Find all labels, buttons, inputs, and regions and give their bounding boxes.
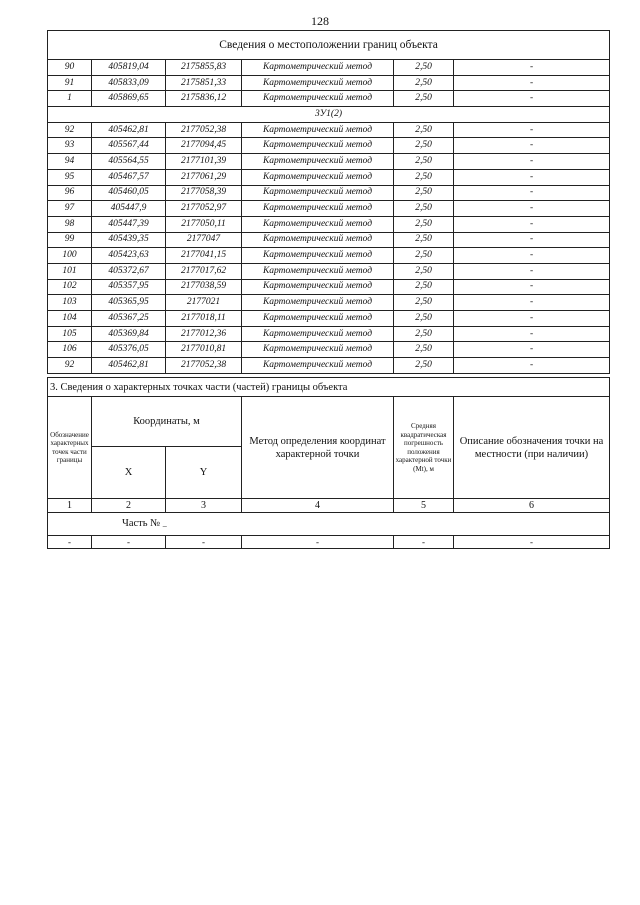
mt-error-header: Средняя квадратическая погрешность положения характерной точки (Мt), м — [394, 397, 454, 499]
empty-cell: - — [48, 536, 92, 549]
page-number: 128 — [311, 14, 329, 28]
description: - — [454, 122, 610, 138]
mt-error: 2,50 — [394, 138, 454, 154]
description-header: Описание обозначения точки на местности (при наличии) — [454, 397, 610, 499]
description: - — [454, 154, 610, 170]
coord-x: 405819,04 — [92, 60, 166, 76]
coord-y: 2175851,33 — [166, 75, 242, 91]
description: - — [454, 263, 610, 279]
point-number: 104 — [48, 311, 92, 327]
coord-x: 405869,65 — [92, 91, 166, 107]
empty-cell: - — [92, 536, 166, 549]
point-number: 100 — [48, 248, 92, 264]
method: Картометрический метод — [242, 138, 394, 154]
method: Картометрический метод — [242, 122, 394, 138]
point-number: 103 — [48, 295, 92, 311]
coord-y: 2177058,39 — [166, 185, 242, 201]
point-number: 95 — [48, 169, 92, 185]
table-row — [48, 122, 610, 138]
coord-x: 405367,25 — [92, 311, 166, 327]
method: Картометрический метод — [242, 311, 394, 327]
coord-x: 405462,81 — [92, 122, 166, 138]
point-number: 105 — [48, 326, 92, 342]
mt-error: 2,50 — [394, 263, 454, 279]
mt-error: 2,50 — [394, 60, 454, 76]
description: - — [454, 60, 610, 76]
coord-y: 2175855,83 — [166, 60, 242, 76]
table-row — [48, 75, 610, 91]
coord-x: 405372,67 — [92, 263, 166, 279]
point-number: 92 — [48, 122, 92, 138]
section-title: Сведения о местоположении границ объекта — [48, 31, 610, 60]
coord-y: 2177050,11 — [166, 216, 242, 232]
description: - — [454, 216, 610, 232]
coord-x: 405365,95 — [92, 295, 166, 311]
coord-y: 2177061,29 — [166, 169, 242, 185]
section3-title: 3. Сведения о характерных точках части (частей) границы объекта — [48, 378, 610, 397]
mt-error: 2,50 — [394, 279, 454, 295]
coord-x: 405460,05 — [92, 185, 166, 201]
table-row — [48, 342, 610, 358]
coord-x: 405462,81 — [92, 358, 166, 374]
coordinates-header: Координаты, м — [92, 397, 242, 447]
coord-x: 405467,57 — [92, 169, 166, 185]
table-row — [48, 216, 610, 232]
table-row — [48, 169, 610, 185]
method: Картометрический метод — [242, 358, 394, 374]
point-number: 94 — [48, 154, 92, 170]
empty-cell: - — [394, 536, 454, 549]
coord-x: 405564,55 — [92, 154, 166, 170]
description: - — [454, 75, 610, 91]
description: - — [454, 295, 610, 311]
point-number: 93 — [48, 138, 92, 154]
coord-y: 2177047 — [166, 232, 242, 248]
table-row — [48, 232, 610, 248]
col-number: 4 — [242, 499, 394, 513]
coord-y: 2177094,45 — [166, 138, 242, 154]
column-numbers-row — [48, 499, 610, 513]
coord-x: 405439,35 — [92, 232, 166, 248]
table-row — [48, 138, 610, 154]
method: Картометрический метод — [242, 216, 394, 232]
col-number: 3 — [166, 499, 242, 513]
coord-y: 2177052,38 — [166, 122, 242, 138]
empty-row — [48, 536, 610, 549]
description: - — [454, 185, 610, 201]
description: - — [454, 248, 610, 264]
mt-error: 2,50 — [394, 201, 454, 217]
table-row — [48, 358, 610, 374]
mt-error: 2,50 — [394, 295, 454, 311]
section3-title-row — [48, 378, 610, 397]
coord-y: 2177052,38 — [166, 358, 242, 374]
mt-error: 2,50 — [394, 122, 454, 138]
coord-y: 2177052,97 — [166, 201, 242, 217]
col-point-designation-header: Обозначение характерных точек части границы — [48, 397, 92, 499]
mt-error: 2,50 — [394, 154, 454, 170]
coord-x: 405369,84 — [92, 326, 166, 342]
table-row — [48, 279, 610, 295]
method: Картометрический метод — [242, 248, 394, 264]
method: Картометрический метод — [242, 75, 394, 91]
method: Картометрический метод — [242, 169, 394, 185]
y-header: Y — [166, 447, 242, 499]
table-row — [48, 248, 610, 264]
point-number: 1 — [48, 91, 92, 107]
empty-cell: - — [166, 536, 242, 549]
method: Картометрический метод — [242, 279, 394, 295]
mt-error: 2,50 — [394, 232, 454, 248]
description: - — [454, 358, 610, 374]
mt-error: 2,50 — [394, 358, 454, 374]
point-number: 92 — [48, 358, 92, 374]
coord-y: 2177041,15 — [166, 248, 242, 264]
part-number: – — [162, 521, 167, 530]
point-number: 99 — [48, 232, 92, 248]
table-row — [48, 326, 610, 342]
coord-x: 405567,44 — [92, 138, 166, 154]
point-number: 90 — [48, 60, 92, 76]
description: - — [454, 311, 610, 327]
coord-y: 2175836,12 — [166, 91, 242, 107]
description: - — [454, 279, 610, 295]
coord-y: 2177018,11 — [166, 311, 242, 327]
subsection-row — [48, 107, 610, 123]
part-label: Часть № — [122, 518, 163, 529]
table-title-row — [48, 31, 610, 60]
mt-error: 2,50 — [394, 216, 454, 232]
description: - — [454, 91, 610, 107]
mt-error: 2,50 — [394, 342, 454, 358]
coord-x: 405833,09 — [92, 75, 166, 91]
mt-error: 2,50 — [394, 311, 454, 327]
mt-error: 2,50 — [394, 326, 454, 342]
description: - — [454, 326, 610, 342]
col-number: 1 — [48, 499, 92, 513]
header-row-1 — [48, 397, 610, 447]
method: Картометрический метод — [242, 185, 394, 201]
method: Картометрический метод — [242, 154, 394, 170]
coord-x: 405447,39 — [92, 216, 166, 232]
coord-x: 405447,9 — [92, 201, 166, 217]
part-label-cell — [48, 513, 610, 536]
point-number: 101 — [48, 263, 92, 279]
table-row — [48, 311, 610, 327]
description: - — [454, 342, 610, 358]
point-number: 96 — [48, 185, 92, 201]
coord-y: 2177012,36 — [166, 326, 242, 342]
method: Картометрический метод — [242, 326, 394, 342]
description: - — [454, 138, 610, 154]
mt-error: 2,50 — [394, 248, 454, 264]
coord-y: 2177021 — [166, 295, 242, 311]
mt-error: 2,50 — [394, 169, 454, 185]
point-number: 91 — [48, 75, 92, 91]
point-number: 102 — [48, 279, 92, 295]
coord-y: 2177101,39 — [166, 154, 242, 170]
method: Картометрический метод — [242, 201, 394, 217]
subsection-label: 3У1(2) — [48, 107, 610, 123]
mt-error: 2,50 — [394, 75, 454, 91]
table-row — [48, 201, 610, 217]
description: - — [454, 201, 610, 217]
method: Картометрический метод — [242, 91, 394, 107]
point-number: 97 — [48, 201, 92, 217]
coord-x: 405423,63 — [92, 248, 166, 264]
part-points-table — [47, 377, 610, 549]
table-row — [48, 91, 610, 107]
col-number: 6 — [454, 499, 610, 513]
boundary-coordinates-table — [47, 30, 610, 374]
x-header: X — [92, 447, 166, 499]
empty-cell: - — [242, 536, 394, 549]
table-row — [48, 154, 610, 170]
method: Картометрический метод — [242, 60, 394, 76]
table-row — [48, 60, 610, 76]
coord-y: 2177010,81 — [166, 342, 242, 358]
col-number: 2 — [92, 499, 166, 513]
description: - — [454, 169, 610, 185]
method: Картометрический метод — [242, 295, 394, 311]
part-row — [48, 513, 610, 536]
description: - — [454, 232, 610, 248]
table-row — [48, 263, 610, 279]
coord-y: 2177038,59 — [166, 279, 242, 295]
method: Картометрический метод — [242, 263, 394, 279]
coord-y: 2177017,62 — [166, 263, 242, 279]
empty-cell: - — [454, 536, 610, 549]
point-number: 106 — [48, 342, 92, 358]
mt-error: 2,50 — [394, 91, 454, 107]
point-number: 98 — [48, 216, 92, 232]
coord-x: 405357,95 — [92, 279, 166, 295]
col-number: 5 — [394, 499, 454, 513]
method: Картометрический метод — [242, 232, 394, 248]
table-row — [48, 295, 610, 311]
mt-error: 2,50 — [394, 185, 454, 201]
method-header: Метод определения координат характерной точки — [242, 397, 394, 499]
method: Картометрический метод — [242, 342, 394, 358]
table-row — [48, 185, 610, 201]
coord-x: 405376,05 — [92, 342, 166, 358]
